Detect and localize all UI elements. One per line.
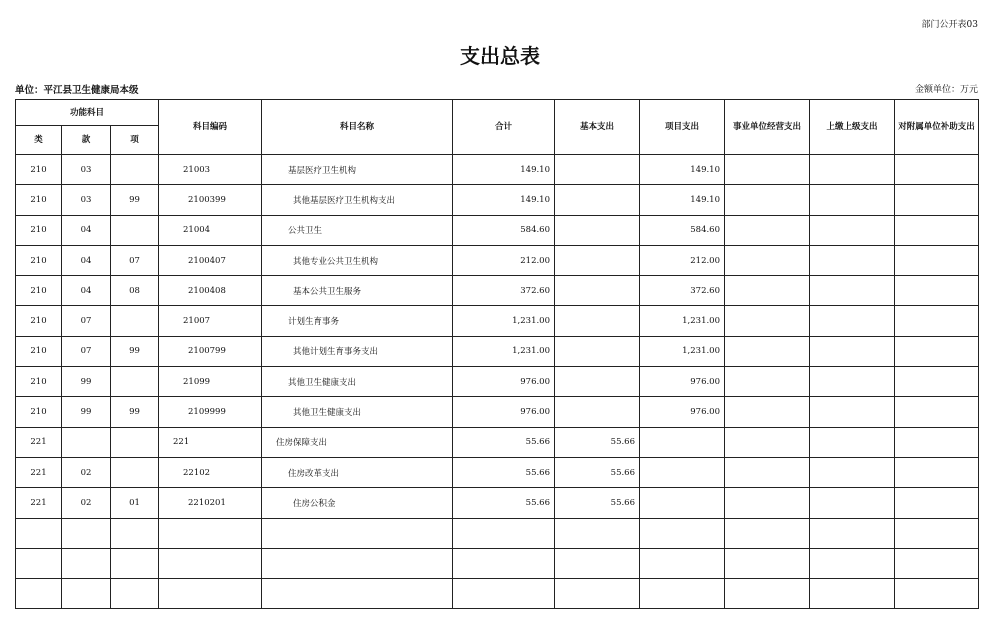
cell-total: 55.66 bbox=[453, 457, 555, 487]
cell-name: 其他卫生健康支出 bbox=[262, 397, 453, 427]
unit-label: 单位：平江县卫生健康局本级 bbox=[15, 85, 139, 96]
cell-basic bbox=[555, 579, 640, 609]
cell-code: 22102 bbox=[159, 457, 262, 487]
cell-kuan: 04 bbox=[62, 276, 111, 306]
cell-total: 1,231.00 bbox=[453, 336, 555, 366]
cell-basic bbox=[555, 276, 640, 306]
cell-basic bbox=[555, 548, 640, 578]
cell-kuan: 07 bbox=[62, 336, 111, 366]
cell-project bbox=[640, 457, 725, 487]
cell-project bbox=[640, 579, 725, 609]
cell-subsidy bbox=[895, 397, 979, 427]
cell-subsidy bbox=[895, 185, 979, 215]
cell-business bbox=[725, 367, 810, 397]
cell-name bbox=[262, 518, 453, 548]
cell-subsidy bbox=[895, 155, 979, 185]
cell-kuan: 04 bbox=[62, 245, 111, 275]
cell-total: 372.60 bbox=[453, 276, 555, 306]
cell-project: 149.10 bbox=[640, 185, 725, 215]
table-row bbox=[16, 518, 979, 548]
cell-business bbox=[725, 215, 810, 245]
cell-total: 584.60 bbox=[453, 215, 555, 245]
cell-lei: 210 bbox=[16, 276, 62, 306]
table-row bbox=[16, 427, 979, 457]
cell-business bbox=[725, 427, 810, 457]
header-total: 合计 bbox=[453, 100, 555, 155]
cell-kuan: 99 bbox=[62, 397, 111, 427]
cell-subsidy bbox=[895, 245, 979, 275]
cell-upper bbox=[810, 215, 895, 245]
cell-subsidy bbox=[895, 579, 979, 609]
cell-total: 976.00 bbox=[453, 397, 555, 427]
table-row bbox=[16, 336, 979, 366]
cell-basic: 55.66 bbox=[555, 488, 640, 518]
cell-subsidy bbox=[895, 548, 979, 578]
cell-basic bbox=[555, 518, 640, 548]
cell-business bbox=[725, 548, 810, 578]
header-lei: 类 bbox=[16, 126, 62, 155]
cell-total: 149.10 bbox=[453, 155, 555, 185]
cell-total: 55.66 bbox=[453, 427, 555, 457]
cell-lei bbox=[16, 548, 62, 578]
cell-project bbox=[640, 518, 725, 548]
cell-business bbox=[725, 155, 810, 185]
cell-code: 2100408 bbox=[159, 276, 262, 306]
cell-project bbox=[640, 488, 725, 518]
header-code: 科目编码 bbox=[159, 100, 262, 155]
cell-xiang: 99 bbox=[111, 336, 159, 366]
cell-basic bbox=[555, 397, 640, 427]
cell-kuan: 02 bbox=[62, 457, 111, 487]
cell-subsidy bbox=[895, 457, 979, 487]
header-name: 科目名称 bbox=[262, 100, 453, 155]
cell-xiang: 99 bbox=[111, 185, 159, 215]
table-row bbox=[16, 276, 979, 306]
cell-upper bbox=[810, 427, 895, 457]
cell-subsidy bbox=[895, 367, 979, 397]
cell-name: 住房公积金 bbox=[262, 488, 453, 518]
cell-kuan bbox=[62, 518, 111, 548]
cell-total: 55.66 bbox=[453, 488, 555, 518]
cell-total bbox=[453, 579, 555, 609]
cell-project bbox=[640, 427, 725, 457]
page-title: 支出总表 bbox=[460, 44, 540, 68]
cell-upper bbox=[810, 245, 895, 275]
cell-xiang bbox=[111, 367, 159, 397]
cell-subsidy bbox=[895, 215, 979, 245]
cell-business bbox=[725, 306, 810, 336]
cell-xiang bbox=[111, 579, 159, 609]
header-project: 项目支出 bbox=[640, 100, 725, 155]
table-row bbox=[16, 488, 979, 518]
cell-upper bbox=[810, 276, 895, 306]
cell-code: 221 bbox=[159, 427, 262, 457]
cell-code bbox=[159, 518, 262, 548]
cell-xiang: 07 bbox=[111, 245, 159, 275]
cell-name bbox=[262, 579, 453, 609]
cell-lei: 221 bbox=[16, 427, 62, 457]
cell-basic bbox=[555, 215, 640, 245]
cell-kuan bbox=[62, 548, 111, 578]
cell-basic: 55.66 bbox=[555, 457, 640, 487]
cell-basic bbox=[555, 185, 640, 215]
cell-xiang bbox=[111, 306, 159, 336]
cell-project: 1,231.00 bbox=[640, 306, 725, 336]
cell-lei: 210 bbox=[16, 336, 62, 366]
cell-xiang: 08 bbox=[111, 276, 159, 306]
cell-upper bbox=[810, 336, 895, 366]
cell-basic bbox=[555, 306, 640, 336]
cell-code: 21099 bbox=[159, 367, 262, 397]
cell-business bbox=[725, 579, 810, 609]
cell-total: 1,231.00 bbox=[453, 306, 555, 336]
cell-subsidy bbox=[895, 336, 979, 366]
cell-business bbox=[725, 185, 810, 215]
header-xiang: 项 bbox=[111, 126, 159, 155]
cell-basic bbox=[555, 336, 640, 366]
cell-subsidy bbox=[895, 276, 979, 306]
cell-name: 计划生育事务 bbox=[262, 306, 453, 336]
cell-code: 2100399 bbox=[159, 185, 262, 215]
cell-upper bbox=[810, 185, 895, 215]
table-row bbox=[16, 457, 979, 487]
cell-code bbox=[159, 548, 262, 578]
cell-business bbox=[725, 457, 810, 487]
cell-basic bbox=[555, 245, 640, 275]
table-row bbox=[16, 367, 979, 397]
cell-kuan: 03 bbox=[62, 185, 111, 215]
cell-total bbox=[453, 518, 555, 548]
cell-lei bbox=[16, 579, 62, 609]
cell-basic: 55.66 bbox=[555, 427, 640, 457]
header-kuan: 款 bbox=[62, 126, 111, 155]
cell-business bbox=[725, 518, 810, 548]
cell-kuan: 02 bbox=[62, 488, 111, 518]
cell-xiang bbox=[111, 215, 159, 245]
cell-lei: 210 bbox=[16, 397, 62, 427]
cell-code: 21007 bbox=[159, 306, 262, 336]
cell-project: 976.00 bbox=[640, 367, 725, 397]
money-unit-label: 金额单位：万元 bbox=[914, 85, 978, 95]
cell-business bbox=[725, 276, 810, 306]
cell-lei: 210 bbox=[16, 185, 62, 215]
cell-name: 住房改革支出 bbox=[262, 457, 453, 487]
cell-lei: 210 bbox=[16, 306, 62, 336]
cell-business bbox=[725, 336, 810, 366]
header-subsidy: 对附属单位补助支出 bbox=[895, 100, 979, 155]
cell-lei: 210 bbox=[16, 367, 62, 397]
cell-upper bbox=[810, 155, 895, 185]
cell-business bbox=[725, 245, 810, 275]
cell-name: 其他专业公共卫生机构 bbox=[262, 245, 453, 275]
cell-code bbox=[159, 579, 262, 609]
cell-xiang bbox=[111, 548, 159, 578]
cell-business bbox=[725, 488, 810, 518]
cell-project: 584.60 bbox=[640, 215, 725, 245]
cell-name: 其他卫生健康支出 bbox=[262, 367, 453, 397]
cell-project: 212.00 bbox=[640, 245, 725, 275]
cell-lei: 210 bbox=[16, 215, 62, 245]
cell-lei bbox=[16, 518, 62, 548]
table-row bbox=[16, 155, 979, 185]
cell-xiang bbox=[111, 427, 159, 457]
table-row bbox=[16, 185, 979, 215]
cell-name: 基层医疗卫生机构 bbox=[262, 155, 453, 185]
cell-upper bbox=[810, 306, 895, 336]
table-row bbox=[16, 306, 979, 336]
table-row bbox=[16, 548, 979, 578]
cell-xiang: 99 bbox=[111, 397, 159, 427]
cell-lei: 210 bbox=[16, 155, 62, 185]
cell-project: 976.00 bbox=[640, 397, 725, 427]
cell-total bbox=[453, 548, 555, 578]
cell-name bbox=[262, 548, 453, 578]
cell-upper bbox=[810, 488, 895, 518]
cell-project: 149.10 bbox=[640, 155, 725, 185]
cell-name: 基本公共卫生服务 bbox=[262, 276, 453, 306]
cell-subsidy bbox=[895, 427, 979, 457]
table-row bbox=[16, 579, 979, 609]
cell-name: 公共卫生 bbox=[262, 215, 453, 245]
cell-total: 212.00 bbox=[453, 245, 555, 275]
cell-business bbox=[725, 397, 810, 427]
cell-basic bbox=[555, 367, 640, 397]
header-func-subject: 功能科目 bbox=[16, 100, 159, 126]
expenditure-table bbox=[15, 99, 979, 609]
cell-upper bbox=[810, 457, 895, 487]
cell-xiang bbox=[111, 518, 159, 548]
cell-name: 其他基层医疗卫生机构支出 bbox=[262, 185, 453, 215]
cell-name: 住房保障支出 bbox=[262, 427, 453, 457]
cell-kuan bbox=[62, 427, 111, 457]
cell-kuan: 04 bbox=[62, 215, 111, 245]
cell-lei: 221 bbox=[16, 488, 62, 518]
cell-basic bbox=[555, 155, 640, 185]
cell-total: 976.00 bbox=[453, 367, 555, 397]
cell-kuan: 07 bbox=[62, 306, 111, 336]
cell-code: 2210201 bbox=[159, 488, 262, 518]
header-business: 事业单位经营支出 bbox=[725, 100, 810, 155]
cell-code: 2109999 bbox=[159, 397, 262, 427]
cell-kuan: 03 bbox=[62, 155, 111, 185]
cell-project: 1,231.00 bbox=[640, 336, 725, 366]
cell-xiang: 01 bbox=[111, 488, 159, 518]
cell-kuan: 99 bbox=[62, 367, 111, 397]
cell-lei: 210 bbox=[16, 245, 62, 275]
cell-subsidy bbox=[895, 488, 979, 518]
cell-upper bbox=[810, 518, 895, 548]
cell-subsidy bbox=[895, 518, 979, 548]
cell-total: 149.10 bbox=[453, 185, 555, 215]
cell-code: 21003 bbox=[159, 155, 262, 185]
cell-xiang bbox=[111, 155, 159, 185]
cell-code: 2100407 bbox=[159, 245, 262, 275]
header-upper: 上缴上级支出 bbox=[810, 100, 895, 155]
table-row bbox=[16, 215, 979, 245]
cell-name: 其他计划生育事务支出 bbox=[262, 336, 453, 366]
table-row bbox=[16, 397, 979, 427]
cell-upper bbox=[810, 579, 895, 609]
table-row bbox=[16, 245, 979, 275]
cell-kuan bbox=[62, 579, 111, 609]
cell-project: 372.60 bbox=[640, 276, 725, 306]
cell-subsidy bbox=[895, 306, 979, 336]
cell-upper bbox=[810, 367, 895, 397]
cell-project bbox=[640, 548, 725, 578]
form-number: 部门公开表03 bbox=[921, 20, 978, 30]
cell-xiang bbox=[111, 457, 159, 487]
cell-lei: 221 bbox=[16, 457, 62, 487]
header-basic: 基本支出 bbox=[555, 100, 640, 155]
cell-code: 2100799 bbox=[159, 336, 262, 366]
cell-upper bbox=[810, 548, 895, 578]
cell-upper bbox=[810, 397, 895, 427]
cell-code: 21004 bbox=[159, 215, 262, 245]
